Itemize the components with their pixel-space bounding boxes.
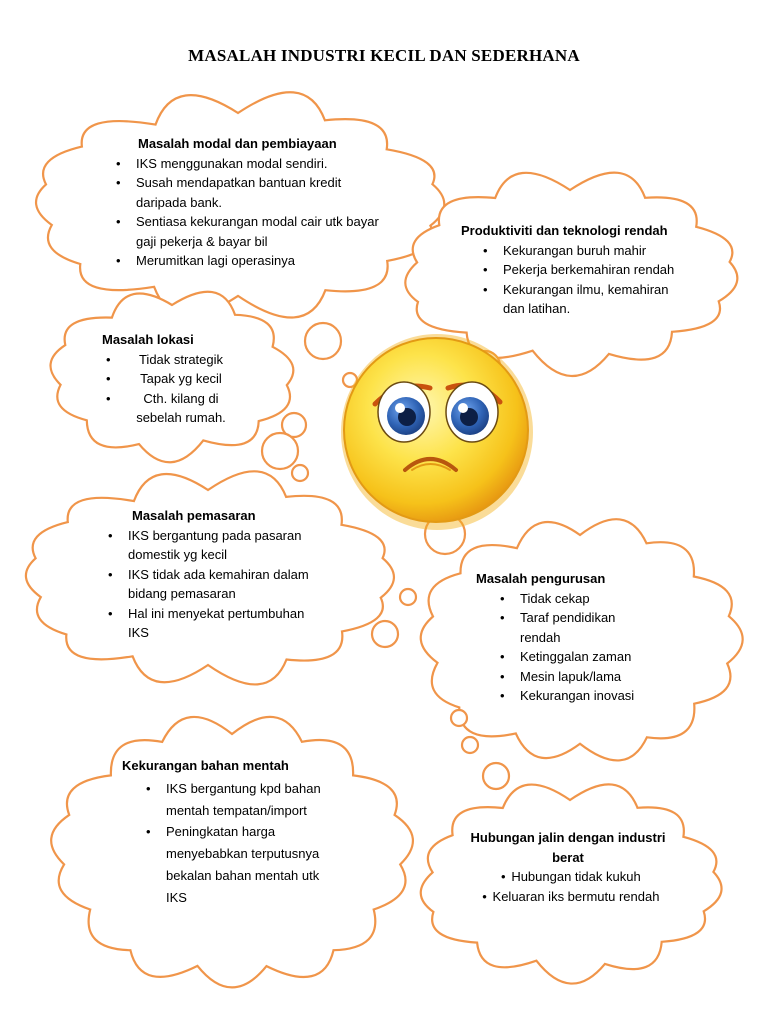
list-item: • IKS menggunakan modal sendiri. xyxy=(112,154,384,174)
list-item: • Tidak strategik xyxy=(102,350,236,370)
list-item: • Kekurangan buruh mahir xyxy=(479,241,693,261)
page-title: MASALAH INDUSTRI KECIL DAN SEDERHANA xyxy=(188,46,580,65)
list-item: • Peningkatan harga menyebabkan terputusnya bekalan bahan mentah utk IKS xyxy=(142,821,322,908)
list-item: • Tapak yg kecil xyxy=(102,369,236,389)
thought-bubble xyxy=(305,323,341,359)
thought-bubble xyxy=(483,763,509,789)
list-item: • Taraf pendidikan rendah xyxy=(496,608,656,647)
list-item: • IKS bergantung pada pasaran domestik yg kecil xyxy=(104,526,324,565)
cloud-heading: Masalah modal dan pembiayaan xyxy=(138,136,337,151)
cloud-heading: Masalah pemasaran xyxy=(132,508,256,523)
bullet-list xyxy=(461,241,693,319)
bullet-list xyxy=(112,154,384,271)
list-item: • Susah mendapatkan bantuan kredit daripada bank. xyxy=(112,173,384,212)
cloud-bahan xyxy=(122,755,322,909)
cloud-produktiviti xyxy=(461,221,693,319)
list-item: • Hal ini menyekat pertumbuhan IKS xyxy=(104,604,324,643)
sad-face-icon xyxy=(341,334,533,530)
cloud-pengurusan xyxy=(476,569,656,706)
cloud-pemasaran xyxy=(104,506,324,643)
list-item: • Hubungan tidak kukuh xyxy=(463,867,673,887)
list-item: • Mesin lapuk/lama xyxy=(496,667,656,687)
list-item: • Ketinggalan zaman xyxy=(496,647,656,667)
bullet-list xyxy=(463,867,673,906)
list-item: • Keluaran iks bermutu rendah xyxy=(463,887,673,907)
cloud-lokasi xyxy=(102,330,236,428)
bullet-list xyxy=(476,589,656,706)
cloud-heading: Kekurangan bahan mentah xyxy=(122,758,289,773)
cloud-heading: Produktiviti dan teknologi rendah xyxy=(461,223,668,238)
list-item: • Tidak cekap xyxy=(496,589,656,609)
cloud-hubungan xyxy=(463,828,673,906)
list-item: • Sentiasa kekurangan modal cair utk bayar gaji pekerja & bayar bil xyxy=(112,212,384,251)
list-item: • Cth. kilang di sebelah rumah. xyxy=(102,389,236,428)
cloud-modal xyxy=(112,134,384,271)
thought-bubble xyxy=(400,589,416,605)
thought-bubble xyxy=(451,710,467,726)
list-item: • Kekurangan ilmu, kemahiran dan latihan. xyxy=(479,280,693,319)
cloud-heading: Masalah lokasi xyxy=(102,332,194,347)
thought-bubble xyxy=(372,621,398,647)
bullet-list xyxy=(122,778,322,909)
list-item: • Merumitkan lagi operasinya xyxy=(112,251,384,271)
bullet-list xyxy=(104,526,324,643)
bullet-list xyxy=(102,350,236,428)
cloud-heading: Masalah pengurusan xyxy=(476,571,606,586)
list-item: • IKS bergantung kpd bahan mentah tempatan/import xyxy=(142,778,322,822)
thought-bubble xyxy=(292,465,308,481)
thought-bubble xyxy=(462,737,478,753)
list-item: • IKS tidak ada kemahiran dalam bidang pemasaran xyxy=(104,565,324,604)
thought-bubble xyxy=(262,433,298,469)
list-item: • Pekerja berkemahiran rendah xyxy=(479,260,693,280)
list-item: • Kekurangan inovasi xyxy=(496,686,656,706)
cloud-heading: Hubungan jalin dengan industri berat xyxy=(470,830,666,865)
